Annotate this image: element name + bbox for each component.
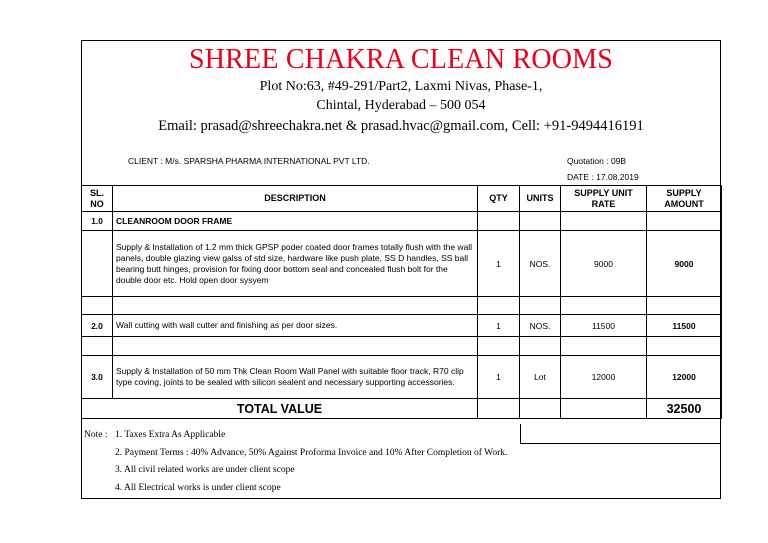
row-amount: 9000 — [647, 231, 722, 297]
section-row — [82, 212, 722, 231]
client-line: CLIENT : M/s. SPARSHA PHARMA INTERNATIONAL PVT LTD. — [128, 156, 370, 166]
notes-empty-box — [520, 424, 721, 444]
spacer-row — [82, 297, 722, 315]
table-row — [82, 315, 722, 337]
row-units: Lot — [520, 356, 561, 399]
row-rate: 12000 — [561, 356, 647, 399]
header-amount: SUPPLY AMOUNT — [647, 186, 722, 212]
note-item: 2. Payment Terms : 40% Advance, 50% Against Proforma Invoice and 10% After Completion of Work. — [115, 448, 508, 458]
row-description: Supply & Installation of 1.2 mm thick GPSP poder coated door frames totally flush with the wall panels, double glazing view galss of std size, hardware like push plate, SS D handles, SS ball bearing butt hinges, provision for fixing door bottom seal and concealed flush bolt for the double door etc. Hold open door sysyem — [113, 231, 478, 297]
row-rate: 9000 — [561, 231, 647, 297]
quotation-number: Quotation : 09B — [567, 156, 627, 166]
note-item: 4. All Electrical works is under client scope — [115, 483, 281, 493]
header-units: UNITS — [520, 186, 561, 212]
contact-line: Email: prasad@shreechakra.net & prasad.hvac@gmail.com, Cell: +91-9494416191 — [158, 118, 644, 134]
notes-prefix: Note : — [84, 430, 108, 440]
address-line-1: Plot No:63, #49-291/Part2, Laxmi Nivas, Phase-1, — [259, 79, 543, 94]
row-qty: 1 — [478, 356, 520, 399]
row-sl — [82, 231, 113, 297]
section-sl: 1.0 — [82, 212, 113, 231]
header-sl-no: SL. NO — [82, 186, 113, 212]
table-header-row — [82, 186, 722, 212]
header-unit-rate: SUPPLY UNIT RATE — [561, 186, 647, 212]
total-value: 32500 — [647, 399, 722, 419]
row-qty: 1 — [478, 231, 520, 297]
spacer-row — [82, 337, 722, 356]
address-line-2: Chintal, Hyderabad – 500 054 — [316, 98, 486, 113]
row-description: Supply & Installation of 50 mm Thk Clean Room Wall Panel with suitable floor track, R70 clip type coving, joints to be sealed with silicon sealent and necessary supporting accessories. — [113, 356, 478, 399]
company-name: SHREE CHAKRA CLEAN ROOMS — [188, 44, 614, 75]
row-sl: 3.0 — [82, 356, 113, 399]
row-amount: 12000 — [647, 356, 722, 399]
total-label: TOTAL VALUE — [82, 399, 478, 419]
row-rate: 11500 — [561, 315, 647, 337]
row-sl: 2.0 — [82, 315, 113, 337]
total-row — [82, 399, 722, 419]
quotation-table — [81, 185, 722, 419]
table-row — [82, 356, 722, 399]
note-item: 1. Taxes Extra As Applicable — [115, 430, 226, 440]
row-description: Wall cutting with wall cutter and finishing as per door sizes. — [113, 315, 478, 337]
header-qty: QTY — [478, 186, 520, 212]
table-row — [82, 231, 722, 297]
row-units: NOS. — [520, 231, 561, 297]
row-amount: 11500 — [647, 315, 722, 337]
row-units: NOS. — [520, 315, 561, 337]
quotation-date: DATE : 17.08.2019 — [567, 172, 639, 182]
row-qty: 1 — [478, 315, 520, 337]
header-description: DESCRIPTION — [113, 186, 478, 212]
note-item: 3. All civil related works are under client scope — [115, 465, 295, 475]
section-title: CLEANROOM DOOR FRAME — [113, 212, 478, 231]
